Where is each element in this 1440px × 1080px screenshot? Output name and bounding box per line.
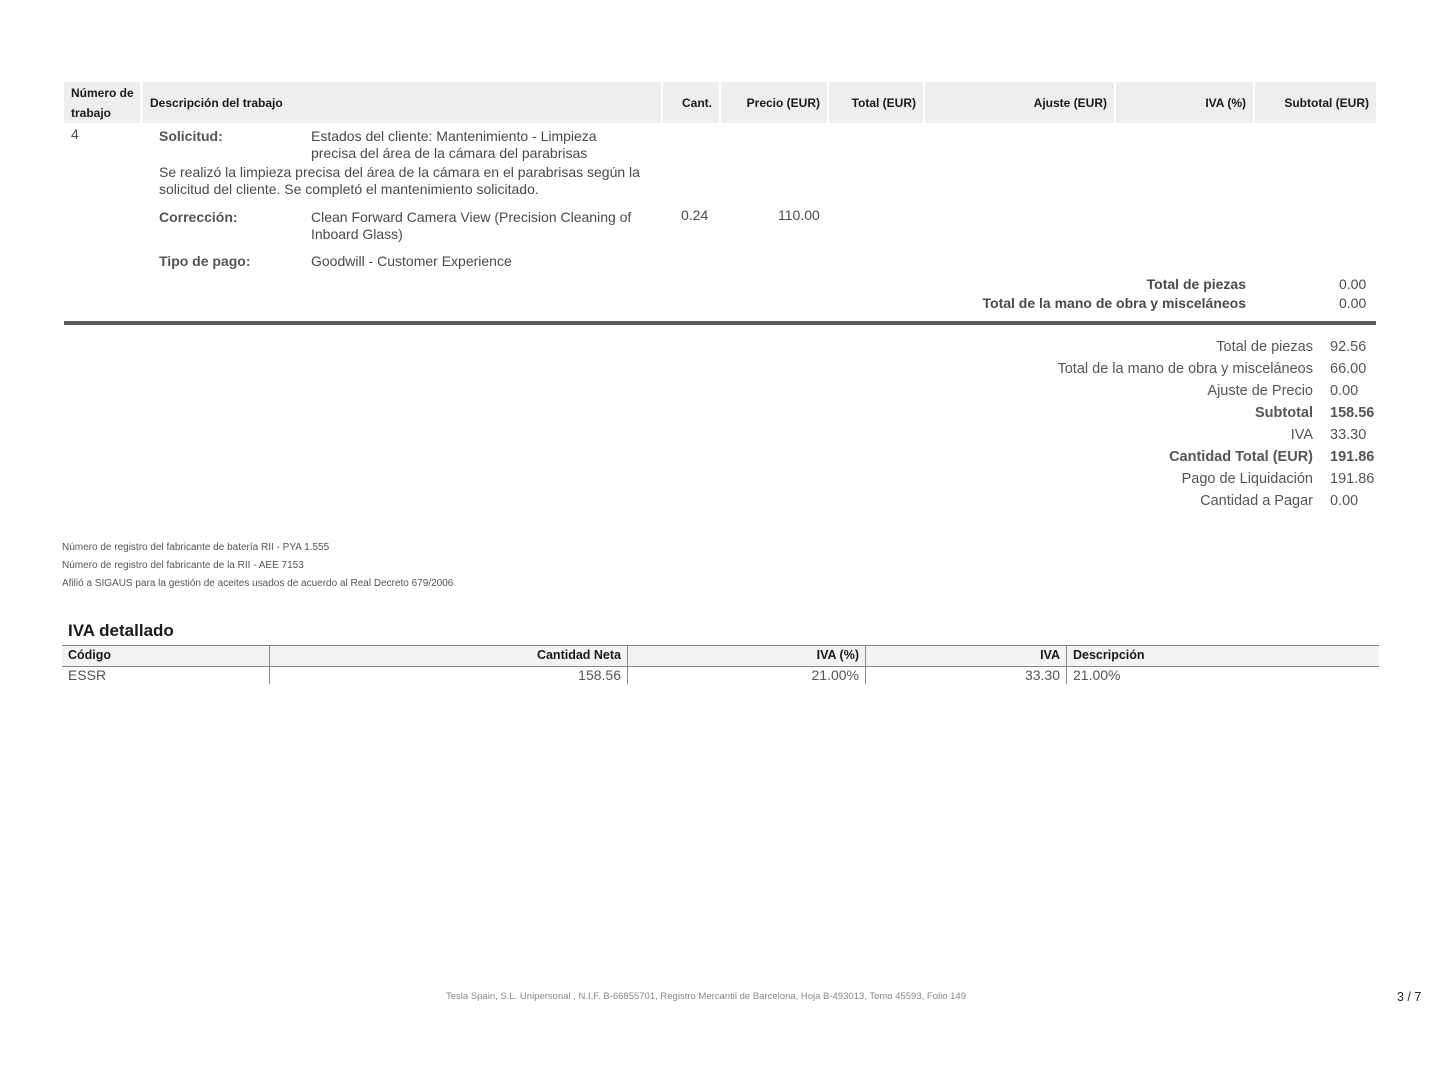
summary-value: 33.30 <box>1330 427 1367 443</box>
vat-header-amount: IVA <box>1040 648 1060 662</box>
battery-registration-note: Número de registro del fabricante de batería RII - PYA 1.555 <box>62 542 330 553</box>
summary-value: 0.00 <box>1330 493 1359 509</box>
vat-header-net: Cantidad Neta <box>536 648 621 662</box>
company-footer: Tesla Spain, S.L. Unipersonal , N.I.F. B-66855701, Registro Mercantil de Barcelona, Hoja B-493013, Tomo 45593, Folio 149 <box>446 991 966 1002</box>
header-subtotal: Subtotal (EUR) <box>1255 82 1376 123</box>
header-total: Total (EUR) <box>829 82 923 123</box>
header-description: Descripción del trabajo <box>143 82 661 123</box>
vat-section-title: IVA detallado <box>68 621 174 640</box>
summary-value: 66.00 <box>1330 361 1367 377</box>
summary-label: Subtotal <box>1255 405 1313 421</box>
correction-text: Clean Forward Camera View (Precision Cleaning of Inboard Glass) <box>311 209 632 242</box>
summary-label: Cantidad Total (EUR) <box>1169 449 1313 465</box>
section-divider <box>64 321 1376 325</box>
job-number: 4 <box>71 126 79 142</box>
header-price: Precio (EUR) <box>721 82 827 123</box>
vat-header-rate: IVA (%) <box>816 648 859 662</box>
header-adjust: Ajuste (EUR) <box>925 82 1114 123</box>
vat-header-code: Código <box>68 648 112 662</box>
header-vat: IVA (%) <box>1116 82 1253 123</box>
summary-label: Pago de Liquidación <box>1181 471 1313 487</box>
header-qty: Cant. <box>663 82 719 123</box>
summary-value: 191.86 <box>1330 449 1375 465</box>
vat-row-code: ESSR <box>68 667 107 683</box>
job-parts-total-value: 0.00 <box>1339 276 1367 292</box>
request-label: Solicitud: <box>159 128 223 144</box>
work-done-text: Se realizó la limpieza precisa del área de la cámara en el parabrisas según la solicitud del cliente. Se completó el mantenimiento solicitado. <box>159 164 640 197</box>
summary-value: 191.86 <box>1330 471 1375 487</box>
request-text: Estados del cliente: Mantenimiento - Limpieza precisa del área de la cámara del parabrisas <box>311 128 597 161</box>
vat-header-description: Descripción <box>1073 648 1145 662</box>
vat-row-rate: 21.00% <box>811 667 859 683</box>
job-parts-total-label: Total de piezas <box>1146 276 1246 292</box>
summary-label: Total de la mano de obra y misceláneos <box>1057 361 1313 377</box>
header-job-number <box>64 82 140 123</box>
summary-label: IVA <box>1290 427 1313 443</box>
summary-label: Total de piezas <box>1216 339 1313 355</box>
job-labor-total-label: Total de la mano de obra y misceláneos <box>982 295 1246 311</box>
vat-row-net: 158.56 <box>578 667 621 683</box>
header-job-number-text: Número de trabajo <box>71 85 134 120</box>
summary-label: Cantidad a Pagar <box>1200 493 1313 509</box>
sigaus-note: Afilió a SIGAUS para la gestión de aceites usados de acuerdo al Real Decreto 679/2006 <box>62 578 454 589</box>
summary-value: 92.56 <box>1330 339 1367 355</box>
vat-row-amount: 33.30 <box>1024 667 1060 683</box>
payment-label: Tipo de pago: <box>159 253 251 269</box>
job-labor-total-value: 0.00 <box>1339 295 1367 311</box>
vat-row-description: 21.00% <box>1073 667 1121 683</box>
vat-col-divider <box>1066 645 1067 684</box>
correction-label: Corrección: <box>159 209 238 225</box>
summary-value: 0.00 <box>1330 383 1359 399</box>
price-value: 110.00 <box>778 207 820 223</box>
summary-value: 158.56 <box>1330 405 1375 421</box>
rii-registration-note: Número de registro del fabricante de la RII - AEE 7153 <box>62 560 304 571</box>
payment-text: Goodwill - Customer Experience <box>311 253 512 269</box>
qty-value: 0.24 <box>681 207 709 223</box>
page-number: 3 / 7 <box>1397 990 1422 1004</box>
summary-label: Ajuste de Precio <box>1207 383 1313 399</box>
